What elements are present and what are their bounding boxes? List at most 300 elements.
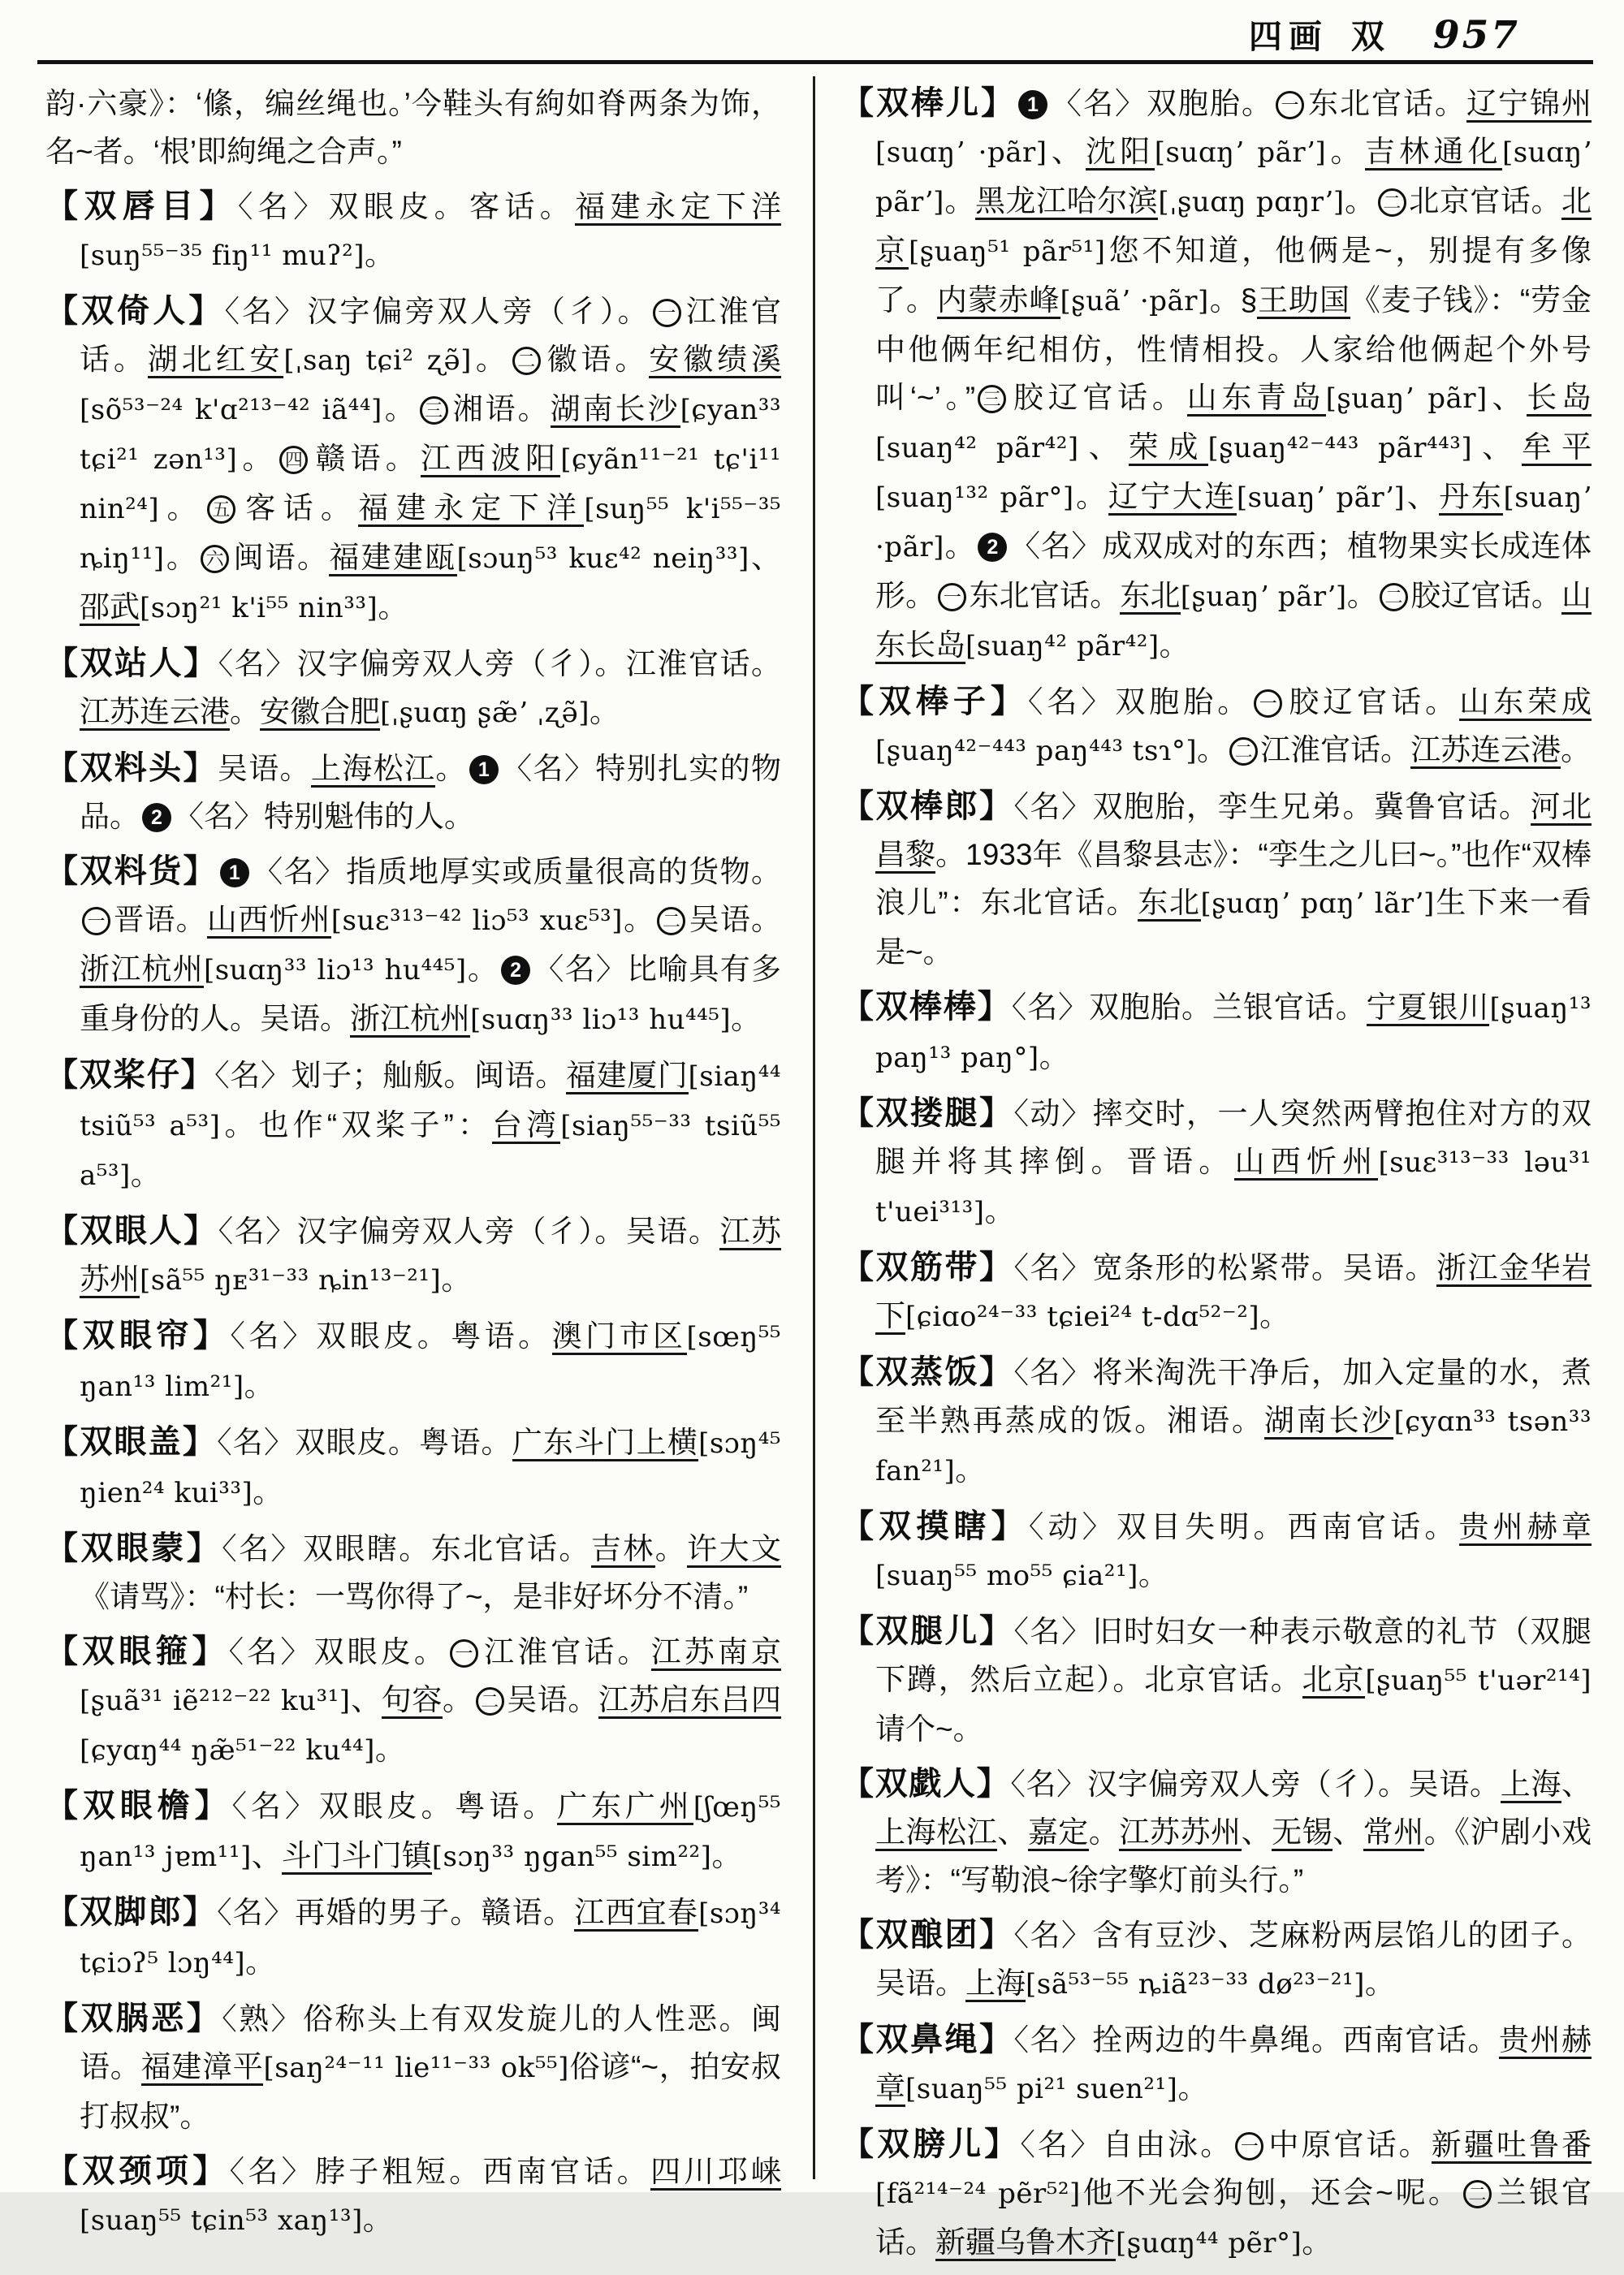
place-name: 福建厦门 <box>566 1059 688 1094</box>
entry-text: 〈名〉特别扎实的物品。 <box>80 752 782 833</box>
entry-text: 《麦子钱》：“劳金中他俩年纪相仿，性情相投。人家给他俩起个外号叫‘~’。” <box>875 283 1592 414</box>
phonetic-transcription: [sã⁵³⁻⁵⁵ ȵiã²³⁻³³ dø²³⁻²¹] <box>1026 1968 1365 2001</box>
open-circle-number: 二 <box>512 347 541 375</box>
place-name: 东北 <box>1138 886 1200 922</box>
entry-text: 。 <box>435 752 467 785</box>
entry-text: 。 <box>1364 1966 1395 2000</box>
entry-text: 。 <box>245 1945 276 1979</box>
phonetic-transcription: [ʂuaŋʼ pãr] <box>1325 382 1488 415</box>
place-name: 嘉定 <box>1028 1815 1089 1851</box>
place-name: 浙江杭州 <box>80 952 204 988</box>
dict-entry <box>45 1525 781 1621</box>
place-name: 湖北红安 <box>148 343 284 378</box>
open-circle-number: 五 <box>207 495 235 524</box>
entry-text: 。 <box>1177 2071 1208 2104</box>
entry-text: 〈名〉双胞胎。兰银官话。 <box>1011 991 1367 1024</box>
entry-text: 。§ <box>1208 283 1258 317</box>
entry-text: 。 <box>442 1683 473 1716</box>
entry-text: 中原官话。 <box>1266 2128 1432 2161</box>
entry-text: 。 <box>984 1194 1015 1228</box>
place-name: 江苏启东吕四 <box>598 1683 781 1719</box>
headword: 【双眼盖】 <box>45 1424 218 1460</box>
headword: 【双腿儿】 <box>841 1613 1014 1649</box>
dict-entry <box>841 783 1592 976</box>
entry-text: 、 <box>749 541 782 574</box>
entry-text: 。 <box>378 590 408 624</box>
entry-text: 。 <box>1344 184 1376 218</box>
open-circle-number: 一 <box>1254 689 1282 718</box>
entry-text: 。 <box>944 529 976 563</box>
phonetic-transcription: [ʂuã³¹ iẽ²¹²⁻²² ku³¹] <box>80 1685 351 1717</box>
headword: 【双棒郎】 <box>841 788 1014 824</box>
place-name: 安徽绩溪 <box>649 343 781 378</box>
open-circle-number: 一 <box>1276 91 1304 119</box>
place-name: 安徽合肥 <box>260 695 380 731</box>
place-name: 江苏南京 <box>651 1635 781 1671</box>
dict-entry <box>841 1090 1592 1237</box>
entry-text: 、 <box>1078 430 1129 464</box>
entry-text: 、 <box>251 1839 282 1872</box>
phonetic-transcription: [suŋ⁵⁵⁻³⁵ fiŋ¹¹ muʔ²] <box>80 240 365 272</box>
filled-circle-number: 2 <box>978 533 1007 562</box>
phonetic-transcription: [suaŋ⁵⁵ tɕin⁵³ xaŋ¹³] <box>80 2204 363 2237</box>
dict-entry <box>45 1418 781 1517</box>
entry-text: 。 <box>944 184 975 218</box>
entry-text: 〈名〉含有豆沙、芝麻粉两层馅儿的团子。吴语。 <box>875 1919 1592 2000</box>
entry-text: 徽语。 <box>542 343 650 376</box>
place-name: 福建永定下洋 <box>575 190 781 226</box>
place-name: 吉林 <box>591 1532 655 1568</box>
place-name: 沈阳 <box>1086 135 1155 171</box>
headword: 【双眼蒙】 <box>45 1530 222 1566</box>
dict-entry <box>841 1349 1592 1496</box>
entry-text: 〈名〉将米淘洗干净后，加入定量的水，煮至半熟再蒸成的饭。湘语。 <box>875 1356 1592 1437</box>
place-name: 江苏苏州 <box>80 1215 781 1298</box>
open-circle-number: 二 <box>476 1687 504 1716</box>
entry-text: 〈名〉旧时妇女一种表示敬意的礼节（双腿下蹲，然后立起）。北京官话。 <box>875 1615 1592 1696</box>
entry-text: 江淮官话。 <box>1260 733 1411 766</box>
open-circle-number: 三 <box>978 385 1006 413</box>
entry-text: 。 <box>1197 733 1228 766</box>
entry-text: 〈名〉双眼皮。粤语。 <box>217 1426 512 1459</box>
entry-text: 吴语。 <box>217 752 311 785</box>
dict-entry <box>45 2148 781 2245</box>
entry-text: 。 <box>441 1263 472 1296</box>
phonetic-transcription: [ʂuaŋ⁴²⁻⁴⁴³ paŋ⁴⁴³ tsɿ°] <box>875 735 1198 767</box>
entry-text: 〈名〉双眼皮。粤语。 <box>231 1789 558 1823</box>
dict-entry <box>841 1911 1592 2009</box>
dict-entry <box>841 678 1592 775</box>
entry-text: 〈名〉双胞胎。 <box>1027 685 1252 719</box>
headword: 【双棒儿】 <box>841 85 1016 121</box>
phonetic-transcription: [sɔuŋ⁵³ kuɛ⁴² neiŋ³³] <box>456 542 749 575</box>
entry-text: 。 <box>164 541 199 574</box>
header-rule <box>37 60 1593 64</box>
entry-text: 您不知道，他俩是~，别提有多像了。 <box>875 234 1592 317</box>
entry-text: 吴语。 <box>688 903 782 936</box>
place-name: 福建永定下洋 <box>358 491 584 527</box>
open-circle-number: 二 <box>657 907 685 935</box>
place-name: 许大文 <box>687 1532 781 1568</box>
phonetic-transcription: [suaŋʼ pãrʼ] <box>1236 481 1406 514</box>
phonetic-transcription: [ʂuãʼ ·pãr] <box>1060 285 1209 317</box>
entry-text: 闽语。 <box>231 541 330 574</box>
open-circle-number: 一 <box>450 1639 478 1668</box>
open-circle-number: 三 <box>420 396 448 425</box>
place-name: 河北昌黎 <box>875 790 1592 874</box>
place-name: 北京 <box>875 184 1592 270</box>
place-name: 江西宜春 <box>574 1896 698 1932</box>
phonetic-transcription: [ʂuaŋ¹³ paŋ¹³ paŋ°] <box>875 992 1592 1074</box>
dict-entry <box>45 1312 781 1411</box>
phonetic-transcription: [suaŋʼ ·pãr] <box>875 481 1592 563</box>
place-name: 上海松江 <box>875 1815 997 1851</box>
place-name: 新疆乌鲁木齐 <box>935 2225 1116 2261</box>
entry-text: 〈名〉宽条形的松紧带。吴语。 <box>1013 1251 1436 1284</box>
entry-text: 。 <box>1073 480 1108 513</box>
dict-entry <box>841 983 1592 1082</box>
phonetic-transcription: [ʂuaŋʼ pãrʼ] <box>1180 581 1347 613</box>
place-name: 丹东 <box>1439 480 1503 516</box>
phonetic-transcription: [suɑŋ³³ liɔ¹³ hu⁴⁴⁵] <box>203 954 467 986</box>
place-name: 内蒙赤峰 <box>937 283 1060 319</box>
headword: 【双倚人】 <box>45 293 225 329</box>
dict-entry <box>45 1628 781 1775</box>
entry-text: 北京官话。 <box>1408 184 1562 218</box>
headword: 【双眼帘】 <box>45 1318 231 1353</box>
headword: 【双蒸饭】 <box>841 1354 1014 1390</box>
headword: 【双料货】 <box>45 853 218 889</box>
section-label: 四画 <box>1248 18 1328 55</box>
filled-circle-number: 1 <box>469 755 499 784</box>
entry-text: 〈名〉汉字偏旁双人旁（彳）。江淮官话。 <box>218 647 781 680</box>
place-name: 王助国 <box>1257 283 1350 319</box>
place-name: 宁夏银川 <box>1367 991 1490 1026</box>
entry-text: 胶辽官话。 <box>1410 579 1562 612</box>
place-name: 江苏连云港 <box>1410 733 1561 769</box>
open-circle-number: 二 <box>1463 2180 1492 2208</box>
entry-text: 。《沪剧小戏考》：“写勒浪~徐字擎灯前头行。” <box>875 1815 1592 1897</box>
place-name: 贵州赫章 <box>1459 1510 1592 1546</box>
entry-text: 。 <box>654 1532 688 1565</box>
entry-text: 。 <box>1326 135 1365 168</box>
place-name: 荣成 <box>1129 430 1208 466</box>
place-name: 黑龙江哈尔滨 <box>975 184 1158 220</box>
place-name: 澳门市区 <box>552 1319 687 1355</box>
phonetic-transcription: [ɕyan³³ tɕi²¹ zən¹³] <box>80 394 782 476</box>
entry-text: 、 <box>1405 480 1440 513</box>
entry-text: 。 <box>362 2203 393 2236</box>
entry-text: 韵·六豪》：‘絛，编丝绳也。’今鞋头有絇如脊两条为饰，名~者。‘根’即絇绳之合声。” <box>45 87 781 168</box>
headword: 【双站人】 <box>45 645 218 681</box>
phonetic-transcription: [siaŋ⁵⁵⁻³³ tsiũ⁵⁵ a⁵³] <box>80 1110 782 1192</box>
open-circle-number: 一 <box>653 299 681 327</box>
entry-text: 胶辽官话。 <box>1009 381 1187 414</box>
place-name: 邵武 <box>80 590 140 626</box>
entry-text: 。 <box>382 392 417 425</box>
entry-text: 。 <box>1039 1040 1069 1073</box>
phonetic-transcription: [suɑŋ³³ liɔ¹³ hu⁴⁴⁵] <box>470 1004 732 1036</box>
phonetic-transcription: [ˌʂuɑŋ pɑŋrʼ] <box>1158 186 1345 218</box>
entry-text: 东北官话。 <box>969 579 1121 612</box>
dict-entry <box>45 1051 781 1200</box>
place-name: 上海 <box>1501 1768 1561 1803</box>
place-name: 浙江杭州 <box>350 1002 470 1038</box>
place-name: 广东广州 <box>557 1789 693 1825</box>
dict-entry <box>45 1782 781 1881</box>
open-circle-number: 六 <box>201 545 229 573</box>
headword: 【双桨仔】 <box>45 1057 215 1093</box>
entry-text: 〈名〉自由泳。 <box>1020 2128 1233 2161</box>
phonetic-transcription: [sɔŋ²¹ k'i⁵⁵ nin³³] <box>140 592 378 624</box>
open-circle-number: 二 <box>1378 188 1406 217</box>
phonetic-transcription: [ʂuɑŋʼ pɑŋʼ lãrʼ] <box>1200 887 1435 920</box>
headword: 【双棒子】 <box>841 684 1028 719</box>
entry-text: 。也作“双桨子”： <box>220 1108 493 1142</box>
entry-text: 《请骂》：“村长：一骂你得了~，是非好坏分不清。” <box>80 1580 749 1613</box>
dict-entry <box>45 1995 781 2140</box>
phonetic-transcription: [suɑŋʼ pãrʼ] <box>875 136 1592 218</box>
entry-text: 胶辽官话。 <box>1285 685 1460 719</box>
phonetic-transcription: [ˌʂuɑŋ ʂæ̃ʼ ˌʐə̃] <box>380 697 590 729</box>
filled-circle-number: 2 <box>142 803 171 832</box>
entry-text: 。 <box>1159 628 1190 662</box>
place-name: 湖南长沙 <box>1264 1404 1394 1440</box>
entry-text: 〈名〉双眼皮。粤语。 <box>230 1319 552 1353</box>
entry-text: 、 <box>1047 135 1086 168</box>
entry-text: 吴语。 <box>506 1683 598 1716</box>
dict-entry <box>841 2121 1592 2268</box>
left-column <box>45 80 781 2252</box>
entry-text: 。 <box>253 1475 283 1509</box>
open-circle-number: 一 <box>82 907 110 935</box>
headword: 【双脶恶】 <box>45 2001 222 2036</box>
place-name: 浙江金华岩下 <box>875 1251 1592 1335</box>
entry-text: 客话。 <box>237 491 359 525</box>
place-name: 福建漳平 <box>141 2050 264 2086</box>
entry-text: 〈名〉双眼瞎。东北官话。 <box>222 1532 591 1565</box>
entry-text: 。 <box>374 1733 405 1766</box>
phonetic-transcription: [ʂuɑŋ⁴⁴ pẽr°] <box>1116 2227 1302 2260</box>
entry-text: 〈熟〉俗称头上有双发旋儿的人性恶。闽语。 <box>80 2002 782 2083</box>
place-name: 东北 <box>1120 579 1180 615</box>
entry-text: 。 <box>244 1369 274 1402</box>
phonetic-transcription: [sɔŋ⁴⁵ ŋien²⁴ kui³³] <box>80 1427 782 1509</box>
phonetic-transcription: [suɛ³¹³⁻³³ ləu³¹ t'uei³¹³] <box>875 1146 1592 1228</box>
entry-text: 〈名〉成双成对的东西；植物果实长成连体形。 <box>875 529 1592 612</box>
entry-text: 。 <box>1346 579 1377 612</box>
dict-entry <box>841 2016 1592 2113</box>
phonetic-transcription: [saŋ²⁴⁻¹¹ lie¹¹⁻³³ ok⁵⁵] <box>263 2052 569 2084</box>
page-header <box>0 10 1520 58</box>
headword: 【双酿团】 <box>841 1917 1014 1953</box>
entry-text: 。 <box>711 1839 742 1872</box>
phonetic-transcription: [suaŋ⁵⁵ pi²¹ suen²¹] <box>905 2073 1178 2105</box>
phonetic-transcription: [sõ⁵³⁻²⁴ k'ɑ²¹³⁻⁴² iã⁴⁴] <box>80 394 382 426</box>
entry-text: 、 <box>1487 381 1527 414</box>
continuation-paragraph <box>45 80 781 175</box>
dict-entry <box>841 1244 1592 1341</box>
headword: 【双筋带】 <box>841 1250 1014 1285</box>
headword: 【双颈项】 <box>45 2153 230 2189</box>
phonetic-transcription: [sœŋ⁵⁵ ŋan¹³ lim²¹] <box>80 1321 782 1403</box>
dict-entry <box>841 80 1592 671</box>
entry-text: 。 <box>1138 1558 1168 1591</box>
dict-entry <box>45 640 781 737</box>
dict-entry <box>45 1889 781 1988</box>
entry-text: 。 <box>130 1158 161 1191</box>
headword: 【双摸瞎】 <box>841 1509 1029 1544</box>
dict-entry <box>45 1207 781 1305</box>
entry-text: 。 <box>364 238 395 271</box>
place-name: 斗门斗门镇 <box>282 1839 432 1875</box>
dict-entry <box>45 287 781 632</box>
headword: 【双眼人】 <box>45 1213 218 1249</box>
phonetic-transcription: [ʂuaŋ⁵¹ pãr⁵¹] <box>908 235 1106 268</box>
filled-circle-number: 2 <box>501 956 530 985</box>
place-name: 上海松江 <box>311 752 435 788</box>
place-name: 辽宁锦州 <box>1466 87 1592 123</box>
dict-entry <box>45 745 781 840</box>
place-name: 贵州赫章 <box>875 2023 1592 2107</box>
entry-text: 〈名〉汉字偏旁双人旁（彳）。吴语。 <box>218 1215 720 1248</box>
headword: 【双唇目】 <box>45 188 238 224</box>
open-circle-number: 二 <box>1229 737 1258 766</box>
place-name: 山东青岛 <box>1187 381 1326 417</box>
place-name: 新疆吐鲁番 <box>1432 2128 1592 2164</box>
entry-text: 〈名〉双眼皮。 <box>228 1635 447 1668</box>
entry-text: 。 <box>589 695 620 728</box>
headword: 【双棒棒】 <box>841 989 1012 1025</box>
place-name: 牟平 <box>1522 430 1592 466</box>
entry-text: 、 <box>1241 1815 1272 1849</box>
entry-text: 〈名〉划子；舢舨。闽语。 <box>214 1059 567 1092</box>
phonetic-transcription: [ɕiɑo²⁴⁻³³ tɕiei²⁴ t-dɑ⁵²⁻²] <box>905 1301 1260 1333</box>
phonetic-transcription: [ʂuaŋ⁴²⁻⁴⁴³ pãr⁴⁴³] <box>1207 432 1473 464</box>
entry-text: 。 <box>731 1002 762 1035</box>
entry-text: 〈动〉双目失明。西南官话。 <box>1028 1510 1459 1543</box>
entry-text: 江淮官话。 <box>80 295 782 376</box>
entry-text: 〈名〉拴两边的牛鼻绳。西南官话。 <box>1013 2023 1499 2057</box>
phonetic-transcription: [suaŋ¹³² pãr°] <box>875 481 1074 514</box>
phonetic-transcription: [sã⁵⁵ ŋᴇ³¹⁻³³ ȵin¹³⁻²¹] <box>140 1264 442 1297</box>
phonetic-transcription: [sɔŋ³³ ŋgan⁵⁵ sim²²] <box>431 1841 712 1873</box>
entry-text: 兰银官话。 <box>875 2176 1592 2259</box>
entry-text: 、 <box>350 1683 382 1716</box>
entry-text: 、 <box>1561 1768 1592 1801</box>
place-name: 福建建瓯 <box>329 541 456 576</box>
place-name: 上海 <box>965 1966 1026 2002</box>
headword: 【双搂腿】 <box>841 1095 1014 1131</box>
entry-text: 。 <box>1259 1299 1290 1332</box>
entry-text: 。 <box>1561 733 1592 766</box>
entry-text: 请个~。 <box>875 1712 983 1746</box>
headword: 【双脚郎】 <box>45 1894 218 1930</box>
phonetic-transcription: [ʃœŋ⁵⁵ ŋan¹³ jɐm¹¹] <box>80 1791 781 1873</box>
headword: 【双料头】 <box>45 750 218 786</box>
entry-text: 、 <box>1472 430 1522 464</box>
phonetic-transcription: [ɕyãn¹¹⁻²¹ tɕ'i¹¹ nin²⁴] <box>80 443 782 525</box>
place-name: 长岛 <box>1527 381 1592 417</box>
place-name: 句容 <box>382 1683 443 1719</box>
entry-text: 〈名〉脖子粗短。西南官话。 <box>229 2155 651 2188</box>
entry-text: 〈动〉摔交时，一人突然两臂抱住对方的双腿并将其摔倒。晋语。 <box>875 1097 1592 1178</box>
place-name: 常州 <box>1363 1815 1424 1851</box>
entry-text: 。 <box>955 1453 986 1487</box>
entry-text: 东北官话。 <box>1307 87 1466 120</box>
entry-text: 。 <box>1302 2225 1332 2259</box>
place-name: 四川邛崃 <box>650 2155 781 2191</box>
entry-text: 〈名〉特别魁伟的人。 <box>174 800 474 833</box>
place-name: 江苏连云港 <box>80 695 230 731</box>
entry-text: 生下来一看是~。 <box>875 886 1592 969</box>
entry-text: 俗谚“~，拍安叔打叔叔”。 <box>80 2050 782 2133</box>
entry-text: 〈名〉双眼皮。客话。 <box>237 190 576 223</box>
entry-text: 江淮官话。 <box>480 1635 651 1668</box>
dict-entry <box>841 1503 1592 1600</box>
place-name: 山东荣成 <box>1459 685 1592 721</box>
place-name: 广东斗门上横 <box>512 1426 698 1461</box>
entry-text: 〈名〉指质地厚实或质量很高的货物。 <box>251 855 782 888</box>
phonetic-transcription: [sɔŋ³⁴ tɕiɔʔ⁵ lɔŋ⁴⁴] <box>80 1897 782 1979</box>
open-circle-number: 二 <box>1380 583 1408 611</box>
dict-entry <box>841 1760 1592 1904</box>
place-name: 山西忻州 <box>1234 1145 1378 1181</box>
phonetic-transcription: [suaŋ⁴² pãr⁴²] <box>875 432 1079 464</box>
entry-text: 。1933年《昌黎县志》：“孪生之儿曰~。”也作“双棒浪儿”：东北官话。 <box>875 838 1592 919</box>
place-name: 辽宁大连 <box>1108 480 1237 516</box>
entry-text: 。 <box>1088 1815 1120 1849</box>
entry-text: 〈名〉汉字偏旁双人旁（彳）。 <box>224 295 650 328</box>
entry-text: 〈名〉汉字偏旁双人旁（彳）。吴语。 <box>1010 1768 1501 1801</box>
entry-text: 。 <box>237 442 278 475</box>
headword: 【双膀儿】 <box>841 2126 1021 2162</box>
entry-text: 。 <box>466 952 499 986</box>
filled-circle-number: 1 <box>1018 90 1047 119</box>
entry-text: 。 <box>230 695 260 728</box>
entry-text: 湘语。 <box>450 392 551 425</box>
headword: 【双戯人】 <box>841 1766 1011 1802</box>
phonetic-transcription: [ʂuaŋ⁵⁵ t'uər²¹⁴] <box>1365 1664 1592 1697</box>
place-name: 台湾 <box>492 1108 560 1144</box>
entry-text: 〈名〉比喻具有多重身份的人。吴语。 <box>80 952 782 1035</box>
filled-circle-number: 1 <box>220 858 249 887</box>
entry-text: 。 <box>159 491 205 525</box>
entry-text: 〈名〉再婚的男子。赣语。 <box>217 1896 575 1929</box>
entry-text: 。 <box>622 903 655 936</box>
dict-entry <box>841 1608 1592 1753</box>
dict-entry <box>45 848 781 1044</box>
entry-text: 晋语。 <box>113 903 207 936</box>
phonetic-transcription: [suŋ⁵⁵ k'i⁵⁵⁻³⁵ ȵiŋ¹¹] <box>80 493 782 575</box>
place-name: 山东长岛 <box>875 579 1592 664</box>
phonetic-transcription: [fã²¹⁴⁻²⁴ pẽr⁵²] <box>875 2178 1081 2210</box>
headword: 【双眼箍】 <box>45 1634 229 1669</box>
entry-text: 他不光会狗刨，还会~呢。 <box>1080 2176 1461 2209</box>
entry-text: 、 <box>997 1815 1028 1849</box>
entry-text: 赣语。 <box>310 442 421 475</box>
place-name: 湖南长沙 <box>551 392 680 428</box>
headword: 【双眼檐】 <box>45 1788 232 1824</box>
open-circle-number: 一 <box>938 583 966 611</box>
phonetic-transcription: [suaŋ⁴² pãr⁴²] <box>965 630 1160 663</box>
open-circle-number: 一 <box>1235 2132 1263 2161</box>
entry-text: 、 <box>1332 1815 1363 1849</box>
page-number: 957 <box>1432 13 1520 58</box>
phonetic-transcription: [suɑŋʼ ·pãr] <box>875 136 1047 169</box>
phonetic-transcription: [ɕyɑn³³ tsən³³ fan²¹] <box>875 1405 1592 1487</box>
place-name: 山西忻州 <box>207 903 331 939</box>
